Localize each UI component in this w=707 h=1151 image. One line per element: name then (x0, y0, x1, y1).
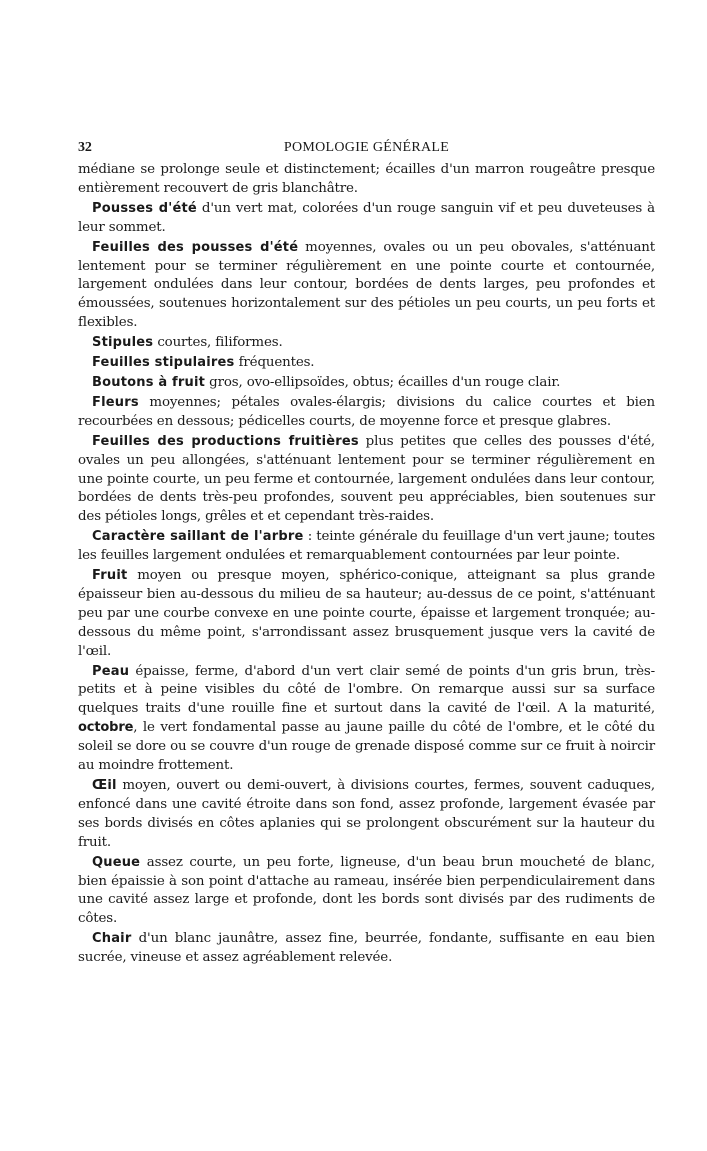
paragraph-text: fréquentes. (234, 355, 315, 371)
paragraph-text: épaisse, ferme, d'abord d'un vert clair semé de points d'un gris brun, très-petits et à peine visibles du côté de l'ombre. On remarque aussi sur sa surface quelques traits d'une rouille fine et surtout dans la cavité de l'œil. A la maturité, (78, 663, 655, 717)
term-heading: Fleurs (92, 394, 139, 410)
paragraph-peau (78, 663, 655, 776)
paragraph-text: d'un vert mat, colorées d'un rouge sanguin vif et peu duveteuses à leur sommet. (78, 200, 655, 235)
paragraph-stipules (78, 334, 655, 353)
term-heading: Chair (92, 931, 132, 947)
paragraph-text: d'un blanc jaunâtre, assez fine, beurrée, fondante, suffisante en eau bien sucrée, vineuse et assez agréablement relevée. (78, 931, 655, 966)
paragraph-text: moyennes; pétales ovales-élargis; divisions du calice courtes et bien recourbées en dessous; pédicelles courts, de moyenne force et presque glabres. (78, 394, 655, 429)
paragraph-queue (78, 854, 655, 930)
paragraph-text: gros, ovo-ellipsoïdes, obtus; écailles d'un rouge clair. (205, 374, 561, 390)
paragraph-feuilles-productions (78, 433, 655, 528)
running-head (78, 139, 655, 161)
term-heading: Boutons à fruit (92, 374, 206, 390)
maturity-month: octobre (78, 720, 134, 736)
paragraph-text: moyennes, ovales ou un peu obovales, s'atténuant lentement pour se terminer régulièrement en une pointe courte et contournée, largement ondulées dans leur contour, bordées de dents larges, peu profondes et émoussées, soutenues horizontalement sur des pétioles un peu courts, un peu forts et flexibles. (78, 239, 655, 331)
term-heading: Pousses d'été (92, 200, 197, 216)
book-page (78, 139, 655, 969)
paragraph-continued (78, 161, 655, 199)
term-heading: Queue (92, 854, 141, 870)
paragraph-pousses (78, 200, 655, 238)
paragraph-feuilles-stipulaires (78, 354, 655, 373)
paragraph-text: moyen, ouvert ou demi-ouvert, à divisions courtes, fermes, souvent caduques, enfoncé dans une cavité étroite dans son fond, assez profonde, largement évasée par ses bords divisés en côtes aplanies qui se prolongent obscurément sur la hauteur du fruit. (78, 778, 655, 850)
paragraph-text: courtes, filiformes. (153, 335, 283, 351)
paragraph-oeil (78, 777, 655, 853)
paragraph-boutons (78, 374, 655, 393)
term-heading: Peau (92, 663, 130, 679)
paragraph-caractere (78, 528, 655, 566)
paragraph-text: plus petites que celles des pousses d'été, ovales un peu allongées, s'atténuant lentement pour se terminer régulièrement en une pointe courte, un peu ferme et contournée, largement ondulées dans leur contour, bordées de dents très-peu profondes, souvent peu appréciables, bien soutenues sur des pétioles longs, grêles et et cependant très-raides. (78, 433, 656, 525)
page-number: 32 (78, 140, 92, 155)
paragraph-text: , le vert fondamental passe au jaune paille du côté de l'ombre, et le côté du soleil se dore ou se couvre d'un rouge de grenade disposé comme sur ce fruit à noircir au moindre frottement. (78, 720, 655, 774)
paragraph-text: : teinte générale du feuillage d'un vert jaune; toutes les feuilles largement ondulées et remarquablement contournées par leur pointe. (78, 529, 655, 564)
term-heading: Fruit (92, 568, 128, 584)
paragraph-chair (78, 930, 655, 968)
paragraph-fleurs (78, 394, 655, 432)
paragraph-fruit (78, 567, 655, 662)
term-heading: Caractère saillant de l'arbre (92, 529, 304, 545)
term-heading: Feuilles des productions fruitières (92, 433, 359, 449)
term-heading: Stipules (92, 335, 154, 351)
term-heading: Œil (92, 778, 117, 793)
term-heading: Feuilles des pousses d'été (92, 239, 299, 255)
paragraph-text: assez courte, un peu forte, ligneuse, d'un beau brun moucheté de blanc, bien épaissie à son point d'attache au rameau, insérée bien perpendiculairement dans une cavité assez large et profonde, dont les bords sont divisés par des rudiments de côtes. (78, 854, 655, 927)
paragraph-text: médiane se prolonge seule et distinctement; écailles d'un marron rougeâtre presque entièrement recouvert de gris blanchâtre. (78, 162, 655, 196)
running-title: POMOLOGIE GÉNÉRALE (283, 140, 450, 155)
paragraph-text: moyen ou presque moyen, sphérico-conique, atteignant sa plus grande épaisseur bien au-dessous du milieu de sa hauteur; au-dessus de ce point, s'atténuant peu par une courbe convexe en une pointe courte, épaisse et largement tronquée; au-dessous du même point, s'arrondissant assez brusquement jusque vers la cavité de l'œil. (78, 568, 655, 659)
paragraph-feuilles-pousses (78, 239, 655, 334)
term-heading: Feuilles stipulaires (92, 355, 235, 371)
